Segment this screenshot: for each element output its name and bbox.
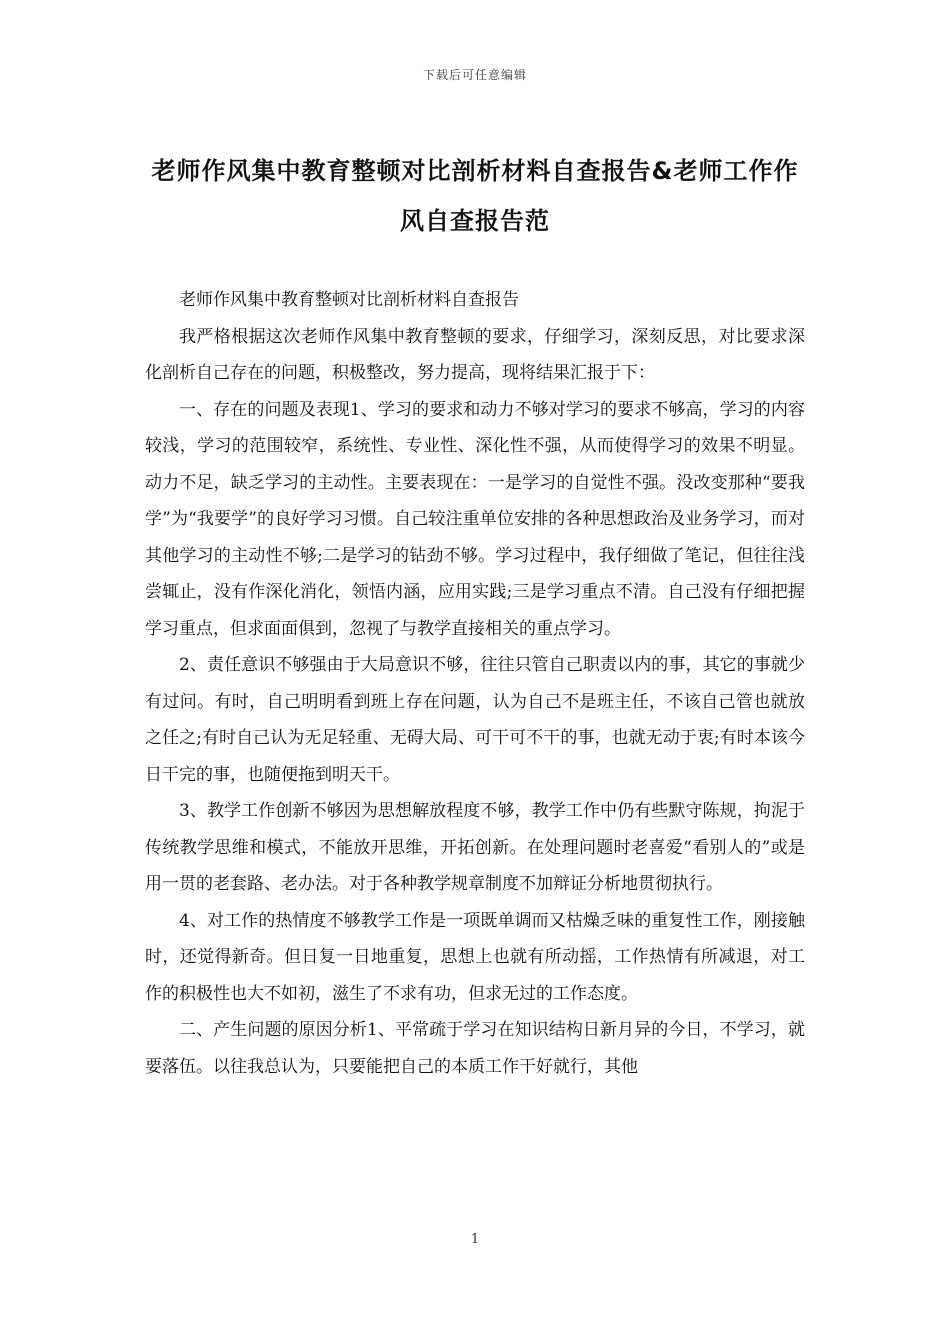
section-heading: 老师作风集中教育整顿对比剖析材料自查报告 [179, 290, 519, 310]
header-note: 下载后可任意编辑 [422, 68, 527, 82]
paragraph-innovation: 3、教学工作创新不够因为思想解放程度不够，教学工作中仍有些默守陈规，拘泥于传统教学思维和模式，不能放开思维，开拓创新。在处理问题时老喜爱“看别人的”或是用一贯的老套路、老办法。对于各种教学规章制度不加辩证分析地贯彻执行。 [145, 801, 805, 894]
paragraph-intro: 我严格根据这次老师作风集中教育整顿的要求，仔细学习，深刻反思，对比要求深化剖析自己存在的问题，积极整改，努力提高，现将结果汇报于下： [145, 326, 805, 383]
paragraph-responsibility: 2、责任意识不够强由于大局意识不够，往往只管自己职责以内的事，其它的事就少有过问。有时，自己明明看到班上存在问题，认为自己不是班主任，不该自己管也就放之任之;有时自己认为无足轻重、无碍大局、可干可不干的事，也就无动于衷;有时本该今日干完的事，也随便拖到明天干。 [145, 655, 805, 785]
paragraph-enthusiasm: 4、对工作的热情度不够教学工作是一项既单调而又枯燥乏味的重复性工作，刚接触时，还觉得新奇。但日复一日地重复，思想上也就有所动摇，工作热情有所减退，对工作的积极性也大不如初，滋生了不求有功，但求无过的工作态度。 [145, 910, 805, 1004]
page-number: 1 [470, 1232, 480, 1247]
paragraph-problems: 一、存在的问题及表现1、学习的要求和动力不够对学习的要求不够高，学习的内容较浅，学习的范围较窄，系统性、专业性、深化性不强，从而使得学习的效果不明显。动力不足，缺乏学习的主动性。主要表现在：一是学习的自觉性不强。没改变那种“要我学”为“我要学”的良好学习习惯。自己较注重单位安排的各种思想政治及业务学习，而对其他学习的主动性不够;二是学习的钻劲不够。学习过程中，我仔细做了笔记，但往往浅尝辄止，没有作深化消化，领悟内涵，应用实践;三是学习重点不清。自己没有仔细把握学习重点，但求面面俱到，忽视了与教学直接相关的重点学习。 [145, 399, 805, 639]
document-title: 老师作风集中教育整顿对比剖析材料自查报告&老师工作作风自查报告范 [151, 157, 799, 235]
document-body [145, 282, 805, 1085]
paragraph-causes: 二、产生问题的原因分析1、平常疏于学习在知识结构日新月异的今日，不学习，就要落伍。以往我总认为，只要能把自己的本质工作干好就行，其他 [145, 1020, 805, 1077]
